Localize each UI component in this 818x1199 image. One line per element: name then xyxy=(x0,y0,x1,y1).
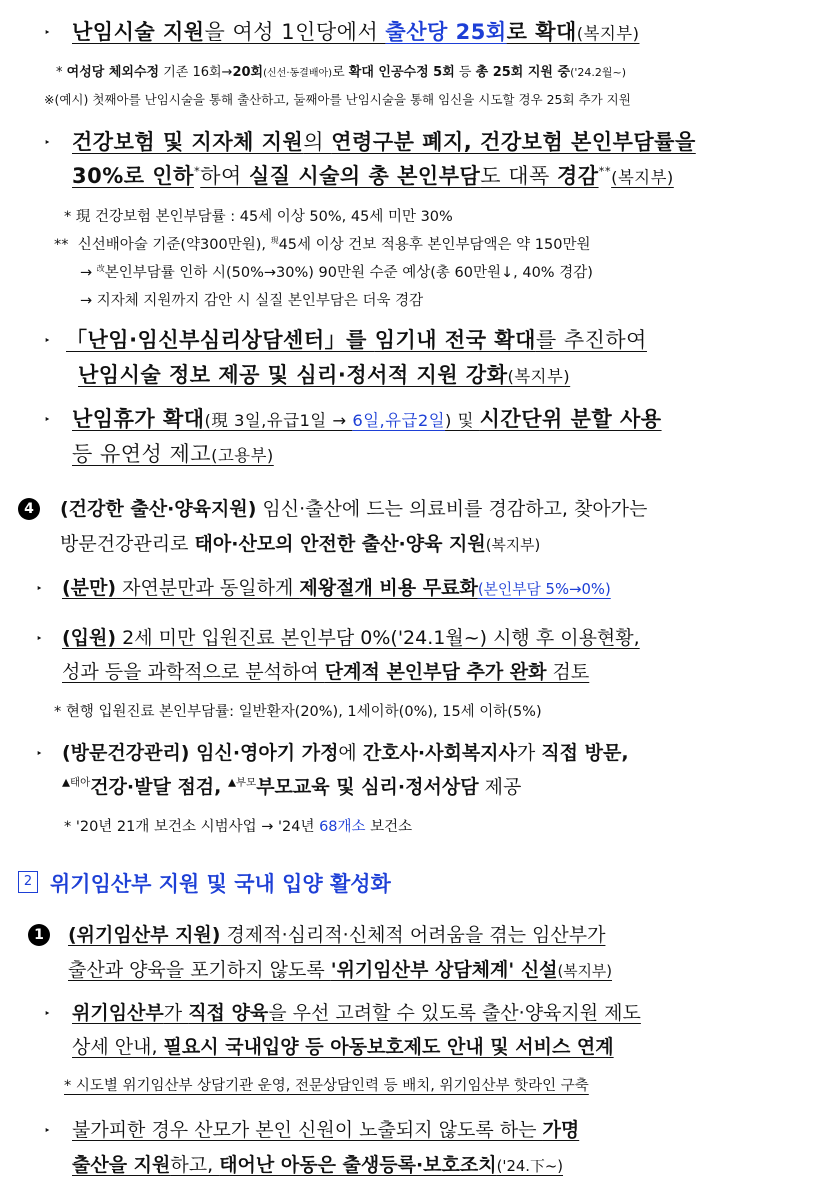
note-ivf-count xyxy=(56,61,626,80)
text-strong: 30%로 인하 xyxy=(72,164,194,188)
note-reduction xyxy=(80,261,593,282)
text-strong: 태아·산모의 안전한 출산·양육 지원 xyxy=(194,533,486,555)
ministry-tag: (고용부) xyxy=(211,446,274,465)
text: 신선배아술 기준(약300만원), xyxy=(77,237,271,253)
text: 검토 xyxy=(546,661,590,683)
text-strong: 직접 양육 xyxy=(188,1002,269,1024)
bullet-icon: ‣ xyxy=(44,1124,51,1137)
bullet-icon: ‣ xyxy=(44,26,51,39)
text-strong: 태어난 아동은 출생등록·보호조치 xyxy=(219,1154,497,1176)
text-strong: 총 25회 지원 중 xyxy=(475,65,571,80)
text: ('24.下~) xyxy=(496,1158,564,1175)
text: 로 xyxy=(332,65,349,80)
text-highlight: (본인부담 5%→0%) xyxy=(477,581,611,598)
bullet-icon: ‣ xyxy=(36,747,43,760)
text-strong: (위기임산부 지원) xyxy=(68,924,221,946)
section-number-box: 2 xyxy=(18,871,38,893)
footnote-mark: * xyxy=(193,164,201,178)
text-strong: 단계적 본인부담 추가 완화 xyxy=(324,661,547,683)
text-strong: 건강·발달 점검, xyxy=(90,776,228,798)
text-strong: 직접 방문, xyxy=(541,742,629,764)
bullet-icon: ‣ xyxy=(44,334,51,347)
text: 방문건강관리로 xyxy=(60,533,195,555)
text: 등 유연성 제고 xyxy=(72,442,212,466)
text-highlight: 출산당 25회 xyxy=(385,20,507,44)
ministry-tag: (복지부) xyxy=(611,168,674,187)
text-strong: 난임시술 지원 xyxy=(72,20,205,44)
text-strong: 난임시술 정보 제공 및 심리·정서적 지원 강화 xyxy=(78,363,508,387)
note-hospital-rate: * 현행 입원진료 본인부담률: 일반환자(20%), 1세이하(0%), 15세 이하(5%) xyxy=(54,704,542,720)
note-example: ※(예시) 첫째아를 난임시술을 통해 출산하고, 둘째아를 난임시술을 통해 임신을 시도할 경우 25회 추가 지원 xyxy=(44,92,631,107)
text: * '20년 21개 보건소 시범사업 → '24년 xyxy=(64,819,320,835)
section-title: 위기임산부 지원 및 국내 입양 활성화 xyxy=(50,872,391,896)
text-strong: 건강보험 및 지자체 지원 xyxy=(72,130,304,154)
text-strong: 로 확대 xyxy=(506,20,577,44)
text-strong: '위기임산부 상담체계' 신설 xyxy=(330,959,558,981)
number-circle-icon: 1 xyxy=(28,924,50,946)
text-strong: (분만) xyxy=(62,577,117,599)
ministry-tag: (복지부) xyxy=(557,963,613,980)
text: 등 xyxy=(454,65,476,80)
ministry-tag: (복지부) xyxy=(576,24,640,43)
text: 자연분만과 동일하게 xyxy=(116,577,300,599)
text-strong: 제왕절개 비용 무료화 xyxy=(299,577,478,599)
text-strong: (건강한 출산·양육지원) xyxy=(60,498,257,520)
text-highlight: 6일,유급2일 xyxy=(352,411,446,430)
text-strong: 부모교육 및 심리·정서상담 xyxy=(256,776,479,798)
footnote-mark: ** xyxy=(598,164,612,178)
text: 를 추진하여 xyxy=(535,328,647,352)
text: 에 xyxy=(338,742,363,764)
text: (現 3일,유급1일 → xyxy=(204,411,353,430)
superscript: ▲부모 xyxy=(228,776,257,789)
text-strong: (방문건강관리) 임신·영아기 가정 xyxy=(62,742,339,764)
text-strong: 시간단위 분할 사용 xyxy=(479,407,662,431)
note-current-rate: * 現 건강보험 본인부담률 : 45세 이상 50%, 45세 미만 30% xyxy=(64,209,453,225)
text-strong: 가명 xyxy=(542,1119,580,1141)
bullet-icon: ‣ xyxy=(44,1007,51,1020)
text-strong: 「난임·임신부심리상담센터」를 xyxy=(66,328,375,352)
text: 가 xyxy=(516,742,542,764)
text: 경제적·심리적·신체적 어려움을 겪는 임산부가 xyxy=(220,924,606,946)
text: 2세 미만 입원진료 본인부담 0%('24.1월~) 시행 후 이용현황, xyxy=(116,627,640,649)
text: (신선·동결배아) xyxy=(263,68,333,79)
text-strong: 임기내 전국 확대 xyxy=(374,328,536,352)
number-circle-icon: 4 xyxy=(18,498,40,520)
text-strong: 난임휴가 확대 xyxy=(72,407,205,431)
note-cost-example xyxy=(54,233,590,254)
text: ) 및 xyxy=(445,411,480,430)
text-strong: 실질 시술의 총 본인부담 xyxy=(248,164,481,188)
note-pilot xyxy=(64,815,412,836)
text-highlight: 68개소 xyxy=(319,819,366,835)
text: 45세 이상 건보 적용후 본인부담액은 약 150만원 xyxy=(278,237,591,253)
text-strong: 연령구분 폐지, 건강보험 본인부담률을 xyxy=(331,130,696,154)
text: 출산과 양육을 포기하지 않도록 xyxy=(68,959,331,981)
text-strong: 확대 xyxy=(348,65,374,80)
text: 가 xyxy=(163,1002,189,1024)
ministry-tag: (복지부) xyxy=(485,537,541,554)
bullet-icon: ‣ xyxy=(44,413,51,426)
text: 성과 등을 과학적으로 분석하여 xyxy=(62,661,325,683)
text: 을 여성 1인당에서 xyxy=(204,20,386,44)
text-strong: 위기임산부 xyxy=(72,1002,164,1024)
bullet-icon: ‣ xyxy=(36,632,43,645)
text-strong: 여성당 체외수정 xyxy=(66,65,160,80)
text: → xyxy=(80,265,97,281)
bullet-icon: ‣ xyxy=(36,582,43,595)
text-strong: 인공수정 5회 xyxy=(373,65,455,80)
bullet-icon: ‣ xyxy=(44,136,51,149)
text-strong: 경감 xyxy=(556,164,599,188)
text: 제공 xyxy=(478,776,522,798)
text-strong: 필요시 국내입양 등 아동보호제도 안내 및 서비스 연계 xyxy=(163,1036,614,1058)
text: 임신·출산에 드는 의료비를 경감하고, 찾아가는 xyxy=(256,498,648,520)
text: 하고, xyxy=(170,1154,220,1176)
superscript: ▲태아 xyxy=(62,776,91,789)
ministry-tag: (복지부) xyxy=(507,367,571,386)
text: 의 xyxy=(303,130,332,154)
text: 본인부담률 인하 시(50%→30%) 90만원 수준 예상(총 60만원↓, 40% 경감) xyxy=(104,265,593,281)
note-mark: * xyxy=(56,65,63,80)
text-strong: 간호사·사회복지사 xyxy=(362,742,517,764)
text: 기존 16회→ xyxy=(159,65,233,80)
superscript: 現 xyxy=(270,236,279,246)
text: 보건소 xyxy=(365,819,413,835)
text: 을 우선 고려할 수 있도록 출산·양육지원 제도 xyxy=(268,1002,641,1024)
text: * 시도별 위기임산부 상담기관 운영, 전문상담인력 등 배치, 위기임산부 핫라인 구축 xyxy=(64,1078,589,1094)
text-strong: 20회 xyxy=(232,65,264,80)
text: 하여 xyxy=(200,164,249,188)
text: 불가피한 경우 산모가 본인 신원이 노출되지 않도록 하는 xyxy=(72,1119,543,1141)
text: 도 대폭 xyxy=(480,164,557,188)
note-local-support: → 지자체 지원까지 감안 시 실질 본인부담은 더욱 경감 xyxy=(80,293,424,309)
note-mark: ** xyxy=(54,237,69,253)
text: ('24.2월~) xyxy=(570,66,627,79)
text-strong: 출산을 지원 xyxy=(72,1154,171,1176)
text: 상세 안내, xyxy=(72,1036,164,1058)
note-counseling-org xyxy=(64,1074,589,1095)
superscript: 改 xyxy=(96,264,105,274)
text-strong: (입원) xyxy=(62,627,117,649)
